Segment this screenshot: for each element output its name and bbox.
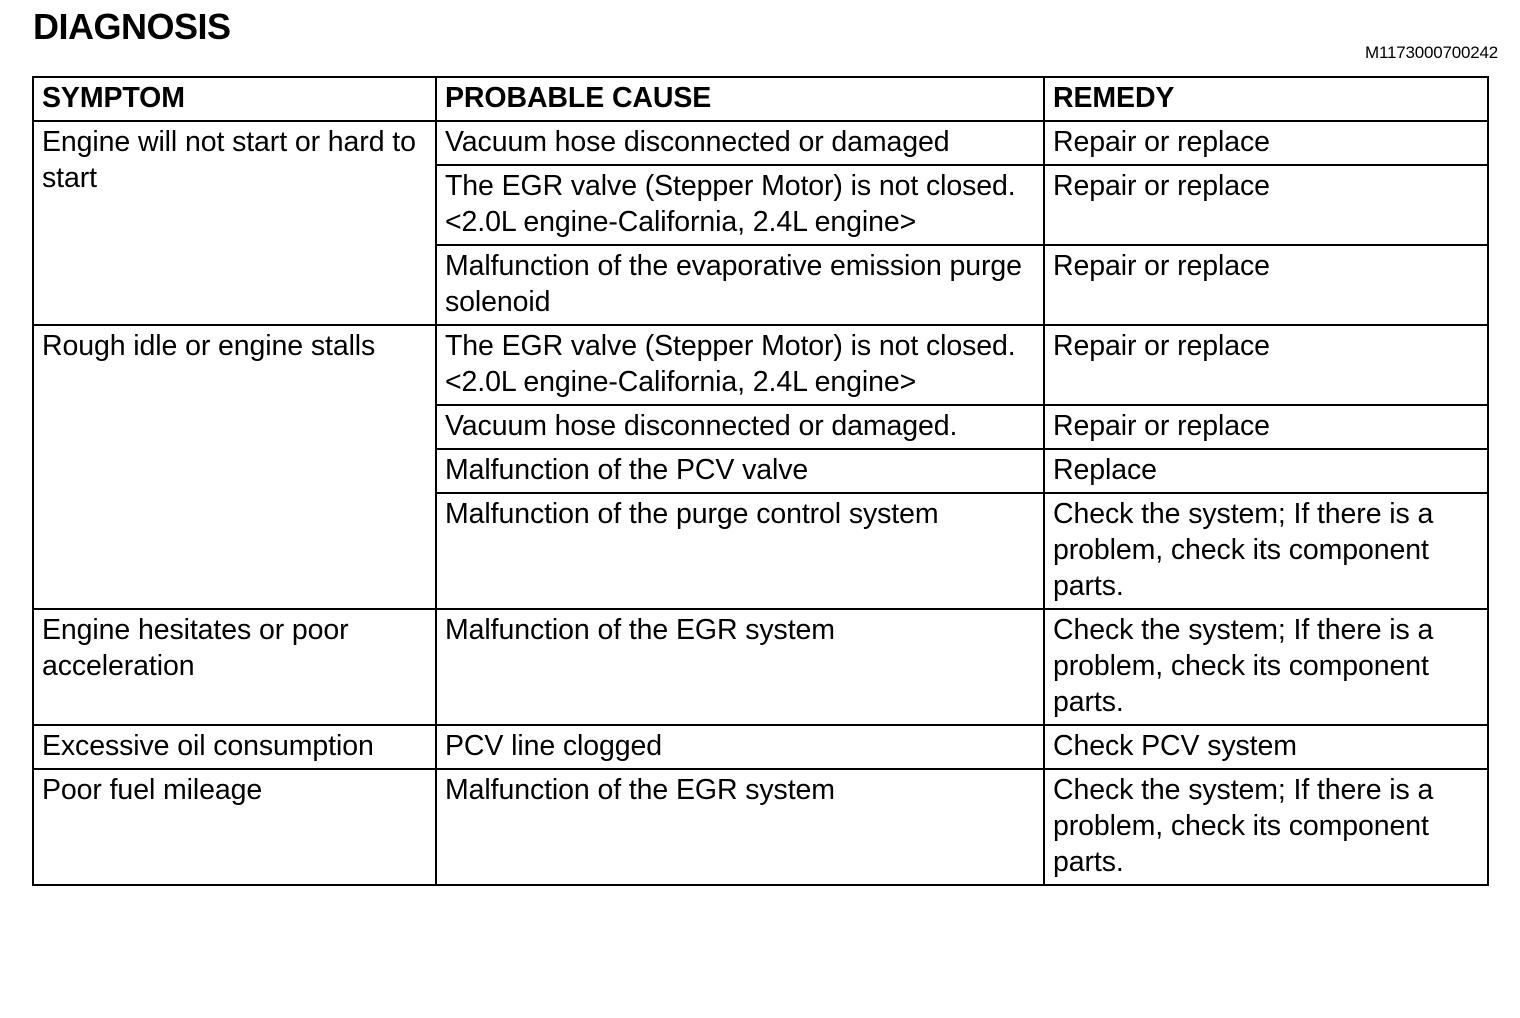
table-row — [33, 325, 1488, 405]
table-row — [33, 121, 1488, 165]
remedy-cell: Check PCV system — [1044, 725, 1488, 769]
cause-cell: Malfunction of the EGR system — [436, 609, 1044, 725]
page-title: DIAGNOSIS — [33, 6, 231, 47]
remedy-cell: Check the system; If there is a problem, check its component parts. — [1044, 609, 1488, 725]
cause-cell: The EGR valve (Stepper Motor) is not closed. <2.0L engine-California, 2.4L engine> — [436, 165, 1044, 245]
symptom-cell: Engine hesitates or poor acceleration — [33, 609, 436, 725]
symptom-cell: Rough idle or engine stalls — [33, 325, 436, 609]
remedy-cell: Repair or replace — [1044, 121, 1488, 165]
document-id: M1173000700242 — [1364, 43, 1498, 62]
table-row — [33, 725, 1488, 769]
column-header-probable-cause: PROBABLE CAUSE — [436, 77, 1044, 121]
table-row — [33, 769, 1488, 885]
cause-cell: The EGR valve (Stepper Motor) is not closed. <2.0L engine-California, 2.4L engine> — [436, 325, 1044, 405]
cause-cell: Malfunction of the EGR system — [436, 769, 1044, 885]
table-row — [33, 609, 1488, 725]
remedy-cell: Repair or replace — [1044, 405, 1488, 449]
table-header-row — [33, 77, 1488, 121]
remedy-cell: Check the system; If there is a problem, check its component parts. — [1044, 493, 1488, 609]
column-header-remedy: REMEDY — [1044, 77, 1488, 121]
remedy-cell: Repair or replace — [1044, 165, 1488, 245]
remedy-cell: Check the system; If there is a problem, check its component parts. — [1044, 769, 1488, 885]
diagnosis-table — [32, 76, 1489, 886]
remedy-cell: Replace — [1044, 449, 1488, 493]
column-header-symptom: SYMPTOM — [33, 77, 436, 121]
remedy-cell: Repair or replace — [1044, 245, 1488, 325]
cause-cell: Vacuum hose disconnected or damaged. — [436, 405, 1044, 449]
cause-cell: Malfunction of the evaporative emission purge solenoid — [436, 245, 1044, 325]
cause-cell: PCV line clogged — [436, 725, 1044, 769]
symptom-cell: Engine will not start or hard to start — [33, 121, 436, 325]
cause-cell: Malfunction of the PCV valve — [436, 449, 1044, 493]
symptom-cell: Excessive oil consumption — [33, 725, 436, 769]
cause-cell: Malfunction of the purge control system — [436, 493, 1044, 609]
symptom-cell: Poor fuel mileage — [33, 769, 436, 885]
remedy-cell: Repair or replace — [1044, 325, 1488, 405]
cause-cell: Vacuum hose disconnected or damaged — [436, 121, 1044, 165]
